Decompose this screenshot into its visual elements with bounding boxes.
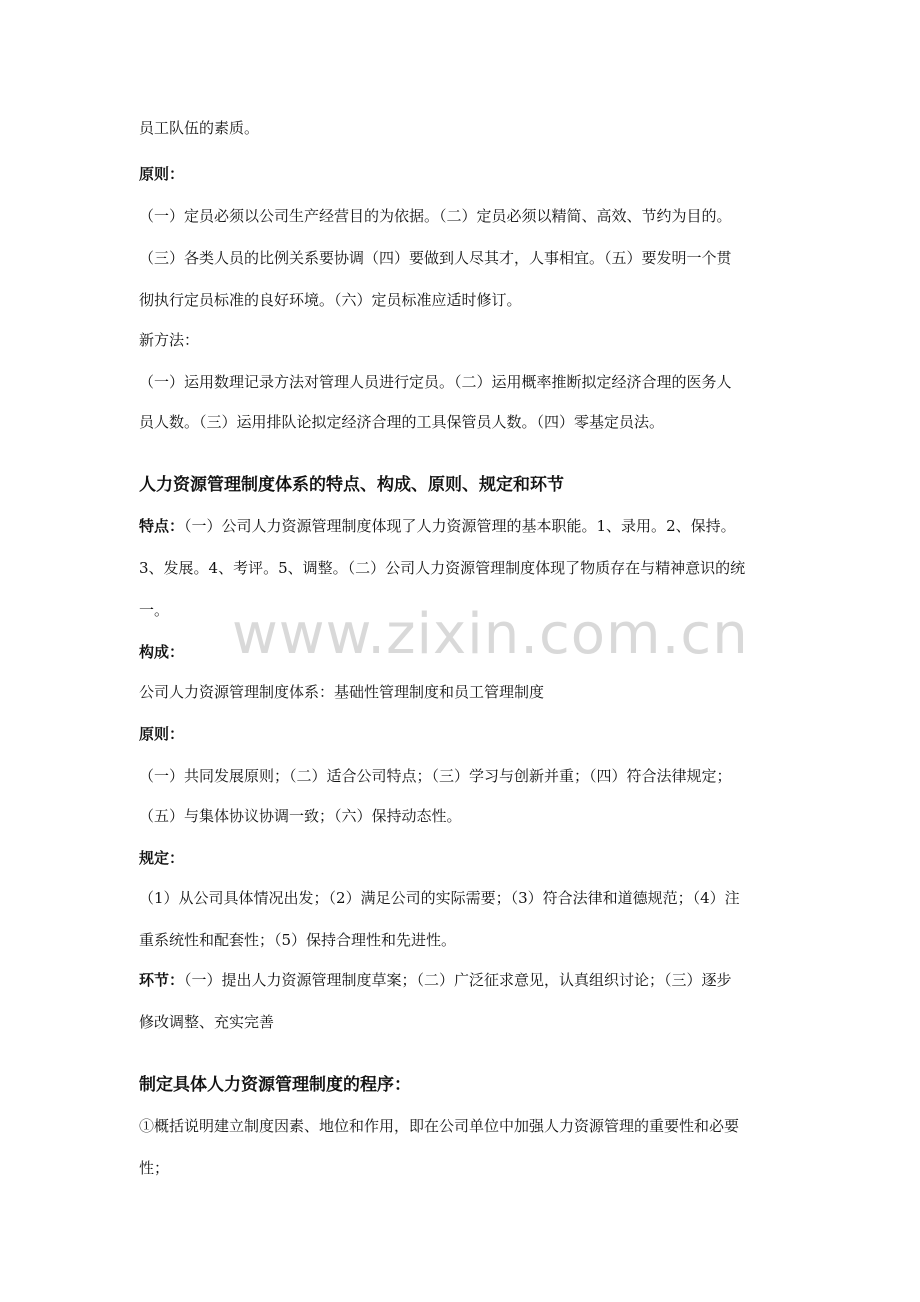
paragraph-line: 修改调整、充实完善 [139, 1013, 275, 1031]
paragraph-line: 一。 [139, 601, 170, 619]
paragraph-line: （1）从公司具体情况出发；（2）满足公司的实际需要；（3）符合法律和道德规范；（4）注 [139, 889, 740, 907]
paragraph-line: 员工队伍的素质。 [139, 119, 260, 137]
inline-label-steps: 环节： [139, 971, 185, 989]
paragraph-line: （一）共同发展原则；（二）适合公司特点；（三）学习与创新并重；（四）符合法律规定； [139, 767, 732, 785]
section-label-new-methods: 新方法： [139, 331, 200, 349]
paragraph-line: 彻执行定员标准的良好环境。（六）定员标准应适时修订。 [139, 291, 522, 309]
inline-label-features: 特点： [139, 517, 185, 535]
paragraph-line [139, 516, 784, 536]
section-label-composition: 构成： [139, 643, 185, 661]
paragraph-line: 性； [139, 1159, 170, 1177]
section-label-rules: 规定： [139, 849, 185, 867]
watermark: www.zixin.com.cn [232, 602, 749, 667]
section-heading: 制定具体人力资源管理制度的程序： [139, 1075, 411, 1095]
paragraph-line: 公司人力资源管理制度体系：基础性管理制度和员工管理制度 [139, 683, 545, 701]
paragraph-line: ①概括说明建立制度因素、地位和作用，即在公司单位中加强人力资源管理的重要性和必要 [139, 1117, 740, 1135]
paragraph-line: （一）定员必须以公司生产经营目的为依据。（二）定员必须以精简、高效、节约为目的。 [139, 207, 732, 225]
paragraph-line: 重系统性和配套性；（5）保持合理性和先进性。 [139, 931, 457, 949]
paragraph-line: （五）与集体协议协调一致；（六）保持动态性。 [139, 807, 462, 825]
inline-text: （一）提出人力资源管理制度草案；（二）广泛征求意见，认真组织讨论；（三）逐步 [184, 971, 732, 989]
paragraph-line: （一）运用数理记录方法对管理人员进行定员。（二）运用概率推断拟定经济合理的医务人 [139, 373, 732, 391]
paragraph-line: （三）各类人员的比例关系要协调（四）要做到人尽其才，人事相宜。（五）要发明一个贯 [139, 249, 732, 267]
inline-text: （一）公司人力资源管理制度体现了人力资源管理的基本职能。1、录用。2、保持。 [184, 517, 736, 535]
section-heading: 人力资源管理制度体系的特点、构成、原则、规定和环节 [139, 475, 564, 495]
section-label-principles: 原则： [139, 725, 185, 743]
paragraph-line: 3、发展。4、考评。5、调整。（二）公司人力资源管理制度体现了物质存在与精神意识的统 [139, 559, 746, 577]
section-label-principles: 原则： [139, 165, 185, 183]
paragraph-line [139, 970, 784, 990]
paragraph-line: 员人数。（三）运用排队论拟定经济合理的工具保管员人数。（四）零基定员法。 [139, 413, 665, 431]
